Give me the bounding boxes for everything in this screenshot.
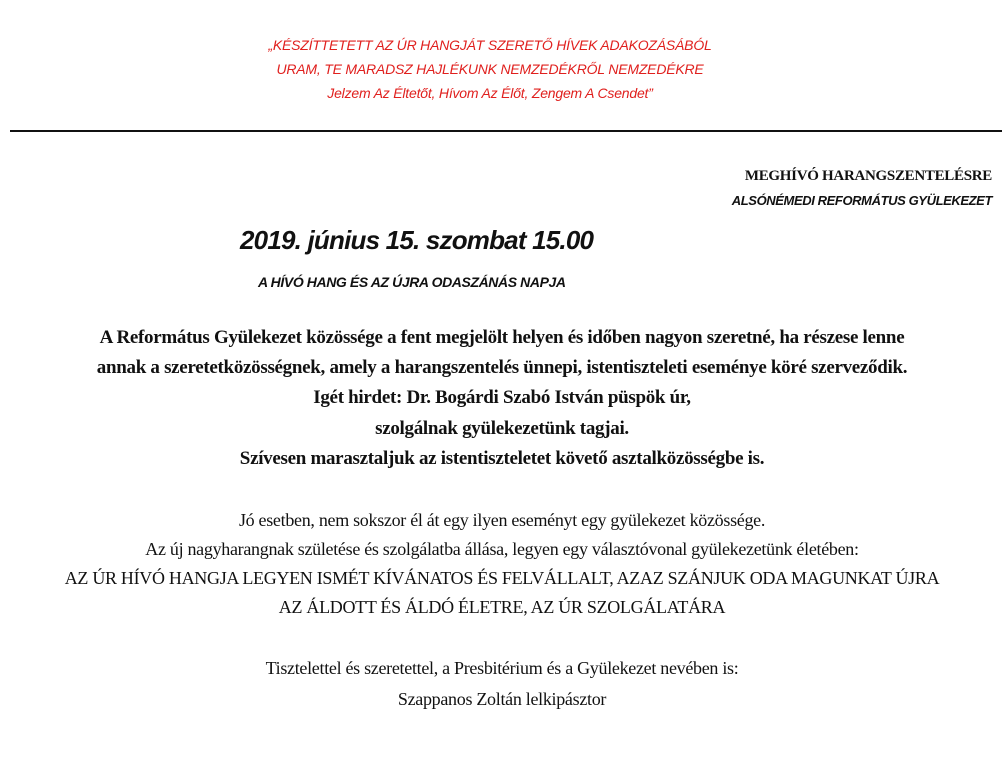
body-regular-line: AZ ÚR HÍVÓ HANGJA LEGYEN ISMÉT KÍVÁNATOS ÉS FELVÁLLALT, AZAZ SZÁNJUK ODA MAGUNKAT ÚJRA bbox=[64, 568, 940, 588]
preacher-line: Igét hirdet: Dr. Bogárdi Szabó István püspök úr, bbox=[313, 387, 691, 408]
header-motto-line-3: Jelzem Az Éltetőt, Hívom Az Élőt, Zengem A Csendet” bbox=[327, 85, 653, 101]
body-regular-line: Az új nagyharangnak születése és szolgálatba állása, legyen egy választóvonal gyülekezetünk életében: bbox=[145, 539, 859, 559]
event-subtitle: A HÍVÓ HANG ÉS AZ ÚJRA ODASZÁNÁS NAPJA bbox=[258, 274, 566, 290]
body-bold-line: annak a szeretetközösségnek, amely a harangszentelés ünnepi, istentiszteleti eseménye köré szerveződik. bbox=[96, 357, 908, 378]
body-bold-line: A Református Gyülekezet közössége a fent megjelölt helyen és időben nagyon szeretné, ha részese lenne bbox=[99, 327, 905, 348]
header-motto-line-2: URAM, TE MARADSZ HAJLÉKUNK NEMZEDÉKRŐL NEMZEDÉKRE bbox=[276, 61, 704, 77]
body-regular-line: Jó esetben, nem sokszor él át egy ilyen eseményt egy gyülekezet közössége. bbox=[238, 510, 766, 530]
congregation-name: ALSÓNÉMEDI REFORMÁTUS GYÜLEKEZET bbox=[731, 193, 992, 208]
body-regular-line: AZ ÁLDOTT ÉS ÁLDÓ ÉLETRE, AZ ÚR SZOLGÁLATÁRA bbox=[278, 597, 726, 617]
event-date: 2019. június 15. szombat 15.00 bbox=[240, 225, 594, 255]
signature: Szappanos Zoltán lelkipásztor bbox=[397, 689, 607, 709]
closing-greeting: Tisztelettel és szeretettel, a Presbitérium és a Gyülekezet nevében is: bbox=[265, 658, 739, 678]
header-motto-line-1: „KÉSZÍTTETETT AZ ÚR HANGJÁT SZERETŐ HÍVEK ADAKOZÁSÁBÓL bbox=[268, 37, 712, 53]
body-bold-line: Szívesen marasztaljuk az istentiszteletet követő asztalközösségbe is. bbox=[239, 448, 765, 469]
header-divider bbox=[10, 130, 1002, 132]
body-bold-line: szolgálnak gyülekezetünk tagjai. bbox=[375, 418, 629, 439]
invitation-title: MEGHÍVÓ HARANGSZENTELÉSRE bbox=[744, 168, 992, 184]
